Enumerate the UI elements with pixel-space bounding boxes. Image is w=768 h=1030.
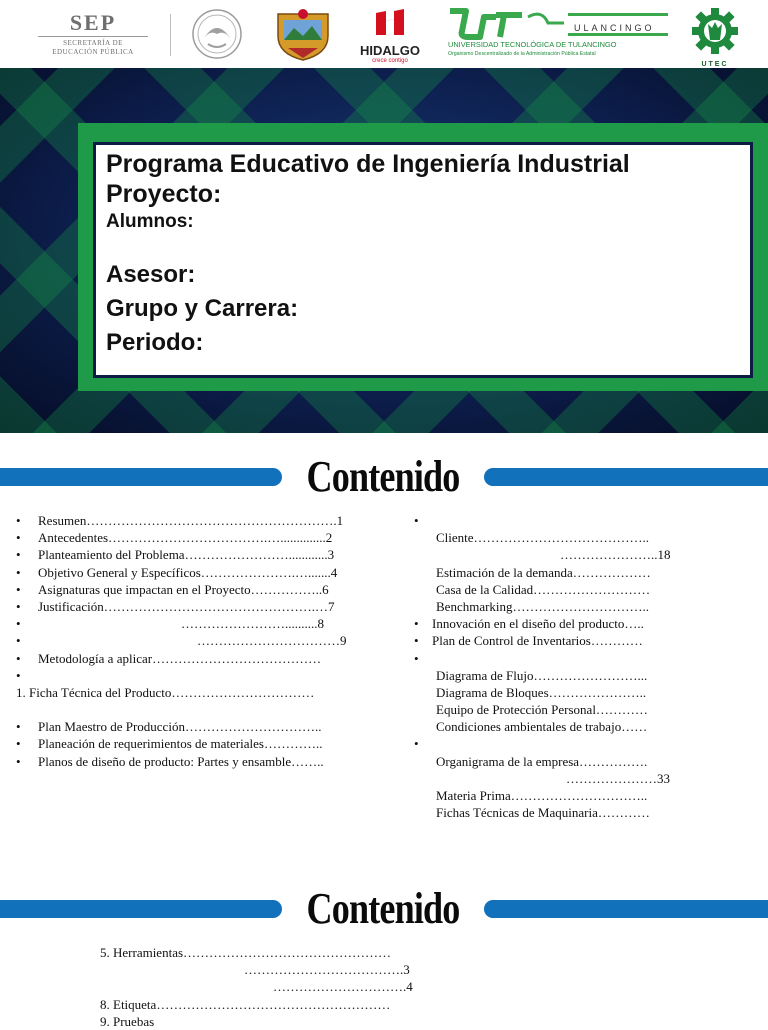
sep-logo-name: SEP — [69, 10, 117, 35]
ut-tulancingo-word: ULANCINGO — [574, 23, 655, 33]
toc-bullet: • — [16, 736, 21, 752]
toc-entry — [414, 632, 714, 649]
toc-bullet: • — [16, 547, 21, 563]
heading-bar-right — [484, 900, 768, 918]
toc-bullet: • — [414, 513, 419, 528]
heading-bar-left — [0, 900, 282, 918]
toc-entry-text: Planteamiento del Problema……………………............3 — [38, 547, 335, 563]
hidalgo-h-icon — [370, 9, 410, 37]
heading-bar-left — [0, 468, 282, 486]
toc-entry-text: Cliente………………………………….. — [436, 530, 650, 546]
toc-entry-text: Objetivo General y Específicos………………….….......4 — [38, 564, 338, 580]
ut-name: UNIVERSIDAD TECNOLÓGICA DE TULANCINGO — [448, 40, 617, 49]
toc-entry-text: Condiciones ambientales de trabajo…… — [436, 719, 648, 735]
toc-entry — [414, 512, 714, 529]
toc-entry-text: ……………………..........8 — [181, 616, 324, 632]
sep-logo-sub2: EDUCACIÓN PÚBLICA — [52, 48, 134, 56]
contents-title-1: Contenido — [306, 452, 460, 501]
toc-entry-text: Antecedentes……………………………….…..............2 — [38, 530, 333, 546]
toc-entry — [16, 546, 376, 563]
hidalgo-logo — [352, 9, 428, 64]
toc-entry-text: Resumen………………………………………………….1 — [38, 513, 344, 528]
toc-entry-text: Plan Maestro de Producción………………………….. — [38, 719, 322, 735]
toc-entry — [16, 718, 376, 735]
contents-heading-1 — [0, 452, 768, 502]
toc-entry-text: Benchmarking………………………….. — [436, 598, 650, 614]
toc-entry-text: Plan de Control de Inventarios………… — [432, 633, 643, 649]
toc-entry — [16, 512, 376, 529]
toc-entry — [16, 650, 376, 667]
toc-entry — [16, 735, 376, 752]
contents-title-2: Contenido — [306, 884, 460, 933]
toc-entry — [414, 615, 714, 632]
toc-column-left — [16, 512, 376, 770]
toc-entry — [414, 770, 714, 787]
toc-entry-text: Materia Prima………………………….. — [436, 788, 648, 803]
toc-entry — [414, 753, 714, 770]
toc-entry — [414, 564, 714, 581]
heading-bar-right — [484, 468, 768, 486]
group-label: Grupo y Carrera: — [106, 295, 299, 322]
sep-logo-sub1: SECRETARÍA DE — [63, 39, 123, 47]
advisor-label: Asesor: — [106, 261, 196, 288]
toc-entry — [100, 961, 460, 978]
toc-entry-text: 9. Pruebas — [100, 1013, 155, 1029]
students-label: Alumnos: — [106, 211, 194, 232]
toc-entry-text: Innovación en el diseño del producto….. — [432, 616, 644, 632]
toc-entry-text: Casa de la Calidad……………………… — [436, 581, 651, 597]
toc-bullet: • — [16, 719, 21, 735]
toc-entry — [414, 650, 714, 667]
toc-entry — [16, 753, 376, 770]
toc-entry-text: 1. Ficha Técnica del Producto…………………………… — [16, 684, 315, 700]
toc-entry-text: 5. Herramientas………………………………………… — [100, 945, 392, 960]
toc-entry — [414, 581, 714, 598]
toc-entry — [414, 701, 714, 718]
mexico-seal-icon — [182, 8, 252, 60]
toc-entry — [414, 684, 714, 701]
hidalgo-word: HIDALGO — [360, 43, 420, 58]
toc-entry-text: Justificación………………………………………….…7 — [38, 598, 335, 614]
toc-entry-text: Equipo de Protección Personal………… — [436, 702, 648, 718]
sep-logo — [34, 12, 152, 56]
toc-bullet: • — [16, 513, 21, 528]
toc-entry-text: Planos de diseño de producto: Partes y ensamble…….. — [38, 753, 324, 769]
toc-entry — [100, 996, 460, 1013]
utec-gear-icon — [688, 6, 742, 56]
toc-entry — [414, 804, 714, 821]
cover-banner — [0, 68, 768, 433]
toc-entry-text: …………………33 — [566, 770, 670, 786]
toc-entry-text: Planeación de requerimientos de materiales………….. — [38, 736, 323, 752]
toc-entry — [414, 667, 714, 684]
toc-entry-text: Fichas Técnicas de Maquinaria………… — [436, 805, 650, 821]
project-label: Proyecto: — [106, 180, 222, 208]
toc-column-right — [414, 512, 714, 821]
toc-bullet: • — [414, 633, 419, 649]
logo-bar — [0, 0, 768, 68]
toc-entry — [414, 718, 714, 735]
toc-entry — [16, 701, 376, 718]
program-title: Programa Educativo de Ingeniería Industrial — [106, 150, 630, 178]
toc-entry — [100, 978, 460, 995]
toc-entry — [100, 1013, 460, 1030]
toc-bullet: • — [16, 650, 21, 666]
toc-bullet: • — [16, 667, 21, 683]
utec-logo — [688, 6, 742, 66]
toc-bullet: • — [16, 616, 21, 632]
hidalgo-shield-icon — [270, 8, 336, 62]
toc-entry — [16, 632, 376, 649]
toc-entry — [16, 529, 376, 546]
toc-bullet: • — [16, 753, 21, 769]
utec-label: UTEC — [701, 61, 729, 68]
toc-entry — [16, 564, 376, 581]
toc-entry-text: ……………………………….3 — [244, 962, 410, 978]
toc-entry — [414, 598, 714, 615]
ut-tulancingo-logo — [444, 7, 670, 63]
toc-entry-text: Organigrama de la empresa……………. — [436, 753, 648, 769]
toc-entry-text: 8. Etiqueta……………………………………………… — [100, 996, 391, 1012]
contents-heading-2 — [0, 884, 768, 934]
toc-bullet: • — [414, 616, 419, 632]
toc-entry-text: ……………………………9 — [197, 633, 347, 649]
toc-entry-text: Diagrama de Flujo……………………... — [436, 667, 648, 683]
toc-entry-text: ………………………….4 — [273, 979, 413, 995]
toc-bullet: • — [16, 530, 21, 546]
toc-entry — [16, 598, 376, 615]
cover-card — [93, 142, 753, 378]
toc-entry — [100, 944, 460, 961]
toc-column-bottom — [100, 944, 460, 1030]
toc-entry — [16, 581, 376, 598]
toc-bullet: • — [16, 564, 21, 580]
toc-bullet: • — [16, 633, 21, 649]
toc-bullet: • — [414, 650, 419, 666]
toc-entry-text: Asignaturas que impactan en el Proyecto……………..6 — [38, 581, 329, 597]
toc-entry-text: Estimación de la demanda……………… — [436, 564, 651, 580]
toc-entry — [414, 529, 714, 546]
toc-entry — [414, 546, 714, 563]
toc-entry — [16, 615, 376, 632]
toc-entry-text: Metodología a aplicar………………………………… — [38, 650, 322, 666]
toc-bullet: • — [414, 736, 419, 752]
toc-bullet: • — [16, 598, 21, 614]
toc-entry — [414, 735, 714, 752]
ut-organism: Organismo Descentralizado de la Administración Pública Estatal — [448, 51, 596, 57]
toc-bullet: • — [16, 581, 21, 597]
toc-entry-text: …………………..18 — [560, 547, 671, 563]
logo-divider — [170, 14, 171, 56]
toc-entry — [16, 667, 376, 684]
toc-entry — [16, 684, 376, 701]
hidalgo-tagline: crece contigo — [372, 58, 408, 64]
toc-entry-text: Diagrama de Bloques………………….. — [436, 684, 647, 700]
period-label: Periodo: — [106, 329, 204, 356]
toc-entry — [414, 787, 714, 804]
